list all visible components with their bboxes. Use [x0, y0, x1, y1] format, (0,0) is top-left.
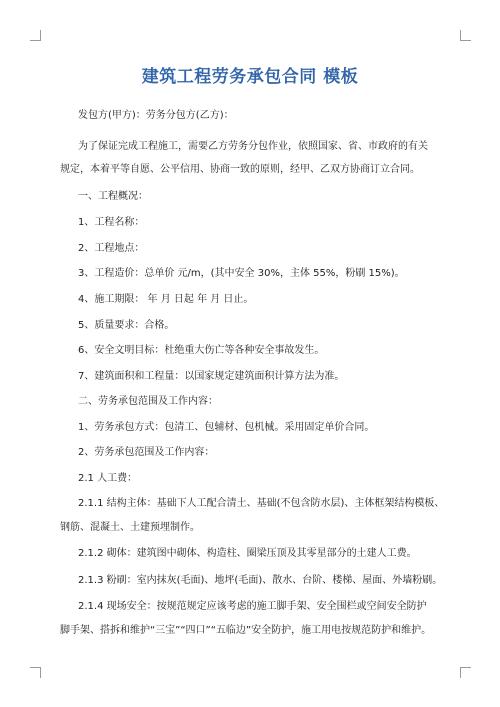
clause-main-structure-line-2: 钢筋、混凝土、土建预埋制作。	[60, 522, 200, 533]
document-title: 建筑工程劳务承包合同 模板	[141, 67, 359, 87]
clause-labor-cost: 2.1 人工费：	[78, 473, 138, 484]
page-corner-mark-bottom-right	[460, 667, 471, 678]
clause-site-safety-line-1: 2.1.4 现场安全：按规范规定应该考虑的施工脚手架、安全围栏或空间安全防护	[78, 601, 427, 612]
section-heading-project-overview: 一、工程概况：	[78, 191, 148, 202]
clause-main-structure-line-1: 2.1.1 结构主体：基础下人工配合清土、基础(不包含防水层)、主体框架结构模板、	[78, 498, 445, 509]
page-corner-mark-top-left	[30, 30, 41, 41]
parties-line: 发包方(甲方)：劳务分包方(乙方)：	[78, 110, 234, 121]
page-corner-mark-bottom-left	[30, 667, 41, 678]
clause-site-safety-line-2: 脚手架、搭拆和维护“三宝”“四口”“五临边”安全防护，施工用电按规范防护和维护。	[60, 625, 432, 636]
page-corner-mark-top-right	[460, 30, 471, 41]
clause-scope-and-content: 2、劳务承包范围及工作内容：	[78, 447, 215, 458]
clause-quality-requirement: 5、质量要求：合格。	[78, 320, 175, 331]
clause-plastering: 2.1.3 粉刷：室内抹灰(毛面)、地坪(毛面)、散水、台阶、楼梯、屋面、外墙粉刷。	[78, 575, 443, 586]
clause-building-area: 7、建筑面积和工程量：以国家规定建筑面积计算方法为准。	[78, 371, 345, 382]
section-heading-scope-of-work: 二、劳务承包范围及工作内容：	[78, 396, 218, 407]
preamble-line-1: 为了保证完成工程施工，需要乙方劳务分包作业，依照国家、省、市政府的有关	[78, 141, 428, 152]
clause-project-location: 2、工程地点：	[78, 243, 145, 254]
clause-project-name: 1、工程名称：	[78, 217, 145, 228]
clause-contract-method: 1、劳务承包方式：包清工、包辅材、包机械。采用固定单价合同。	[78, 422, 375, 433]
clause-construction-period: 4、施工期限： 年 月 日起 年 月 日止。	[78, 294, 254, 305]
preamble-line-2: 规定，本着平等自愿、公平信用、协商一致的原则，经甲、乙双方协商订立合同。	[60, 164, 420, 175]
clause-masonry: 2.1.2 砌体：建筑图中砌体、构造柱、圈梁压顶及其零星部分的土建人工费。	[78, 548, 417, 559]
clause-project-cost: 3、工程造价：总单价 元/m，(其中安全 30%，主体 55%，粉刷 15%)。	[78, 268, 405, 279]
clause-safety-target: 6、安全文明目标：杜绝重大伤亡等各种安全事故发生。	[78, 345, 325, 356]
